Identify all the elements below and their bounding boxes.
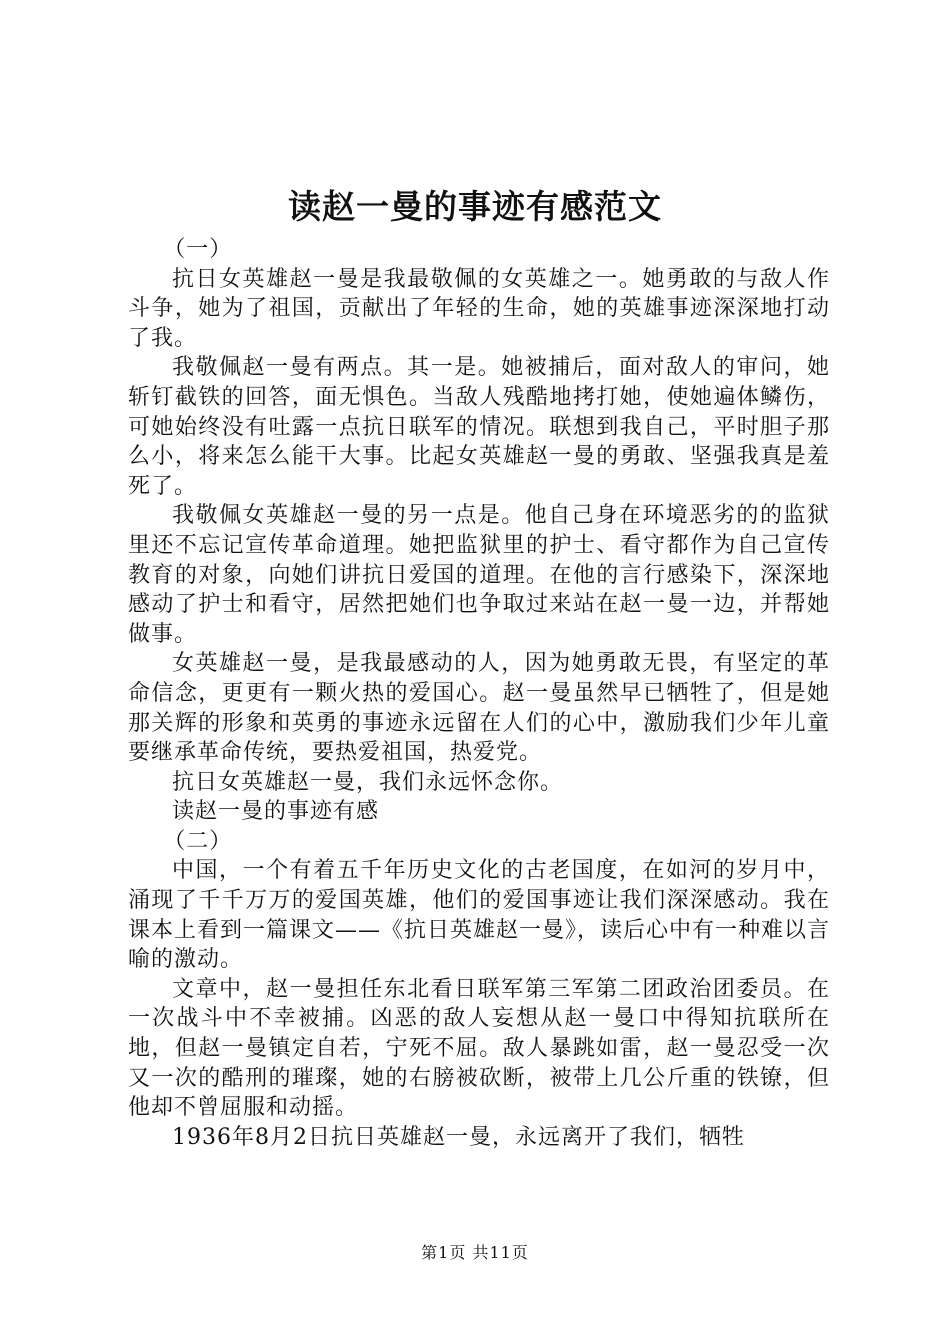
page-footer: 第1页 共11页: [421, 1243, 529, 1262]
section-heading: 读赵一曼的事迹有感: [172, 799, 380, 825]
paragraph: 我敬佩女英雄赵一曼的另一点是。他自己身在环境恶劣的的监狱里还不忘记宣传革命道理。她把监狱里的护士、看守都作为自己宣传教育的对象，向她们讲抗日爱国的道理。在他的言行感染下，深深地感动了护士和看守，居然把她们也争取过来站在赵一曼一边，并帮她做事。: [128, 503, 830, 647]
paragraph: 抗日女英雄赵一曼是我最敬佩的女英雄之一。她勇敢的与敌人作斗争，她为了祖国，贡献出了年轻的生命，她的英雄事迹深深地打动了我。: [128, 266, 830, 351]
document-body: [128, 235, 830, 1152]
paragraph: 1936年8月2日抗日英雄赵一曼，永远离开了我们，牺牲: [172, 1124, 745, 1150]
section-marker: （二）: [163, 828, 233, 854]
paragraph: 我敬佩赵一曼有两点。其一是。她被捕后，面对敌人的审问，她斩钉截铁的回答，面无惧色。当敌人残酷地拷打她，使她遍体鳞伤，可她始终没有吐露一点抗日联军的情况。联想到我自己，平时胆子那么小，将来怎么能干大事。比起女英雄赵一曼的勇敢、坚强我真是羞死了。: [128, 355, 830, 499]
paragraph: 女英雄赵一曼，是我最感动的人，因为她勇敢无畏，有坚定的革命信念，更更有一颗火热的爱国心。赵一曼虽然早已牺牲了，但是她那关辉的形象和英勇的事迹永远留在人们的心中，激励我们少年儿童要继承革命传统，要热爱祖国，热爱党。: [128, 651, 830, 766]
document-title: 读赵一曼的事迹有感范文: [288, 187, 662, 226]
paragraph: 文章中，赵一曼担任东北看日联军第三军第二团政治团委员。在一次战斗中不幸被捕。凶恶的敌人妄想从赵一曼口中得知抗联所在地，但赵一曼镇定自若，宁死不屈。敌人暴跳如雷，赵一曼忍受一次又一次的酷刑的璀璨，她的右膀被砍断，被带上几公斤重的铁镣，但他却不曾屈服和动摇。: [128, 976, 830, 1121]
paragraph: 抗日女英雄赵一曼，我们永远怀念你。: [172, 769, 564, 795]
paragraph: 中国，一个有着五千年历史文化的古老国度，在如河的岁月中，涌现了千千万万的爱国英雄，他们的爱国事迹让我们深深感动。我在课本上看到一篇课文——《抗日英雄赵一曼》，读后心中有一种难以言喻的激动。: [128, 858, 831, 973]
section-marker: （一）: [163, 237, 233, 262]
